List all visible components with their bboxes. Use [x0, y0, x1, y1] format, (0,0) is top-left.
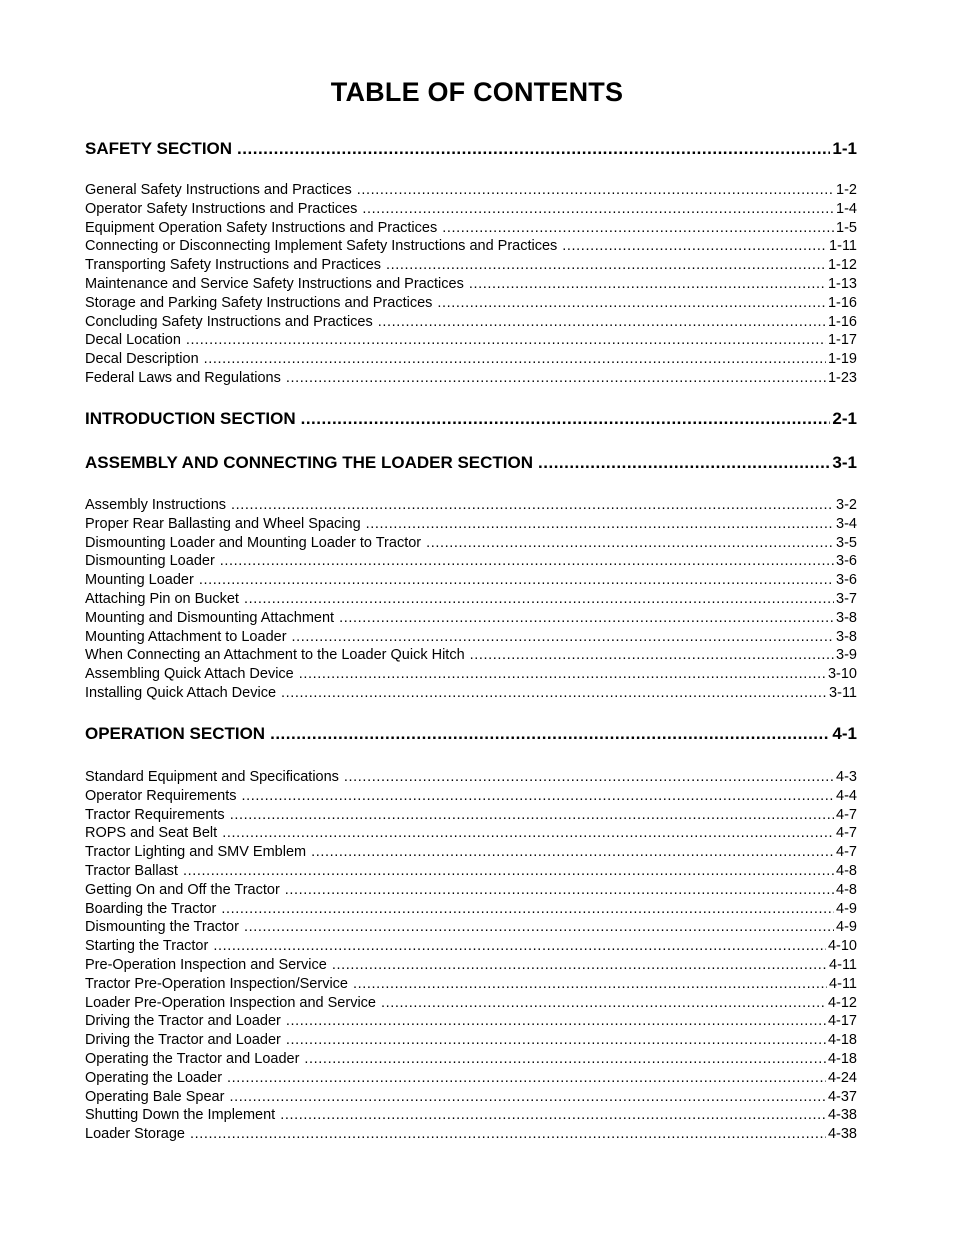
entry-page-number: 1-17: [827, 332, 857, 349]
entry-title: Driving the Tractor and Loader: [85, 1032, 281, 1049]
entry-title: Standard Equipment and Specifications: [85, 769, 339, 785]
dot-leader: [353, 975, 827, 994]
entry-title: Loader Pre-Operation Inspection and Service: [85, 994, 376, 1011]
toc-entry[interactable]: [85, 237, 857, 256]
dot-leader: [469, 275, 826, 294]
dot-leader: [231, 496, 834, 515]
dot-leader: [280, 1106, 826, 1125]
toc-entry[interactable]: [85, 768, 857, 787]
dot-leader: [332, 956, 827, 975]
entry-title: Equipment Operation Safety Instructions and Practices: [85, 219, 438, 236]
toc-entry[interactable]: [85, 843, 857, 862]
toc-entry[interactable]: [85, 975, 857, 994]
toc-entry[interactable]: [85, 665, 857, 684]
entry-page-number: 4-7: [836, 825, 857, 842]
toc-entry[interactable]: [85, 1012, 857, 1031]
toc-safety-section: [85, 137, 857, 161]
section-title: INTRODUCTION SECTION: [85, 409, 296, 428]
dot-leader: [285, 881, 834, 900]
toc-section-heading[interactable]: [85, 722, 857, 746]
section-page-number: 4-1: [832, 724, 857, 743]
dot-leader: [237, 137, 830, 161]
entry-title: Connecting or Disconnecting Implement Safety Instructions and Practices: [85, 238, 558, 255]
dot-leader: [470, 646, 834, 665]
dot-leader: [220, 552, 834, 571]
entry-title: Tractor Requirements: [85, 806, 225, 823]
entry-title: Operating the Loader: [85, 1069, 223, 1086]
dot-leader: [304, 1050, 826, 1069]
dot-leader: [213, 937, 826, 956]
section-page-number: 1-1: [832, 139, 857, 158]
toc-entry[interactable]: [85, 806, 857, 825]
dot-leader: [339, 609, 834, 628]
entry-page-number: 4-18: [827, 1050, 857, 1067]
entry-page-number: 1-4: [836, 200, 857, 217]
entry-page-number: 4-7: [836, 806, 857, 823]
dot-leader: [270, 722, 830, 746]
dot-leader: [222, 824, 834, 843]
entry-title: Loader Storage: [85, 1126, 185, 1143]
toc-entry[interactable]: [85, 369, 857, 388]
dot-leader: [230, 806, 834, 825]
entry-page-number: 1-16: [827, 294, 857, 311]
dot-leader: [183, 862, 834, 881]
toc-operation-entries: [85, 768, 857, 1144]
entry-page-number: 4-38: [827, 1126, 857, 1143]
entry-title: Assembly Instructions: [85, 497, 227, 513]
entry-title: Pre-Operation Inspection and Service: [85, 956, 327, 973]
entry-title: Maintenance and Service Safety Instructions and Practices: [85, 275, 464, 292]
dot-leader: [378, 313, 826, 332]
entry-title: Operator Safety Instructions and Practices: [85, 200, 358, 217]
entry-page-number: 4-24: [827, 1069, 857, 1086]
toc-entry[interactable]: [85, 918, 857, 937]
entry-title: Driving the Tractor and Loader: [85, 1013, 281, 1030]
entry-page-number: 1-5: [836, 219, 857, 236]
dot-leader: [229, 1088, 826, 1107]
entry-page-number: 1-13: [827, 275, 857, 292]
entry-page-number: 4-8: [836, 862, 857, 879]
dot-leader: [186, 331, 826, 350]
entry-title: Operating Bale Spear: [85, 1088, 225, 1105]
entry-page-number: 1-16: [827, 313, 857, 330]
toc-entry[interactable]: [85, 294, 857, 313]
entry-title: Tractor Lighting and SMV Emblem: [85, 844, 307, 861]
entry-title: Dismounting the Tractor: [85, 919, 239, 936]
entry-title: Dismounting Loader: [85, 553, 215, 570]
entry-title: ROPS and Seat Belt: [85, 825, 218, 842]
entry-title: Storage and Parking Safety Instructions and Practices: [85, 294, 433, 311]
toc-entry[interactable]: [85, 219, 857, 238]
dot-leader: [199, 571, 834, 590]
toc-entry[interactable]: [85, 590, 857, 609]
toc-entry[interactable]: [85, 1050, 857, 1069]
dot-leader: [562, 237, 827, 256]
dot-leader: [244, 590, 834, 609]
entry-page-number: 4-10: [827, 938, 857, 955]
toc-entry[interactable]: [85, 787, 857, 806]
dot-leader: [381, 994, 826, 1013]
dot-leader: [386, 256, 826, 275]
entry-title: When Connecting an Attachment to the Loader Quick Hitch: [85, 647, 465, 664]
dot-leader: [286, 1031, 826, 1050]
entry-page-number: 1-23: [827, 369, 857, 386]
entry-title: Getting On and Off the Tractor: [85, 881, 280, 898]
entry-title: Decal Description: [85, 351, 199, 368]
entry-page-number: 4-7: [836, 844, 857, 861]
dot-leader: [311, 843, 834, 862]
entry-title: Installing Quick Attach Device: [85, 684, 277, 701]
dot-leader: [437, 294, 826, 313]
toc-entry[interactable]: [85, 534, 857, 553]
entry-title: Transporting Safety Instructions and Practices: [85, 257, 382, 274]
entry-title: Tractor Ballast: [85, 862, 178, 879]
entry-page-number: 1-12: [827, 257, 857, 274]
toc-entry[interactable]: [85, 900, 857, 919]
dot-leader: [538, 451, 830, 475]
entry-page-number: 1-2: [836, 182, 857, 198]
dot-leader: [357, 181, 834, 200]
section-page-number: 3-1: [832, 453, 857, 472]
toc-entry[interactable]: [85, 684, 857, 703]
dot-leader: [286, 1012, 826, 1031]
entry-title: Dismounting Loader and Mounting Loader to Tractor: [85, 534, 422, 551]
toc-entry[interactable]: [85, 1106, 857, 1125]
dot-leader: [344, 768, 834, 787]
entry-page-number: 4-37: [827, 1088, 857, 1105]
toc-entry[interactable]: [85, 552, 857, 571]
entry-page-number: 4-4: [836, 787, 857, 804]
toc-section-heading[interactable]: [85, 407, 857, 431]
page-title: TABLE OF CONTENTS: [330, 77, 624, 107]
entry-page-number: 1-11: [829, 238, 857, 255]
entry-title: Shutting Down the Implement: [85, 1107, 276, 1124]
entry-page-number: 4-11: [829, 956, 857, 973]
entry-title: Mounting and Dismounting Attachment: [85, 609, 335, 626]
dot-leader: [221, 900, 834, 919]
toc-entry[interactable]: [85, 1031, 857, 1050]
entry-page-number: 3-4: [836, 515, 857, 532]
entry-title: Proper Rear Ballasting and Wheel Spacing: [85, 515, 361, 532]
toc-entry[interactable]: [85, 275, 857, 294]
entry-page-number: 3-10: [827, 666, 857, 683]
entry-page-number: 1-19: [827, 351, 857, 368]
entry-title: Starting the Tractor: [85, 938, 209, 955]
dot-leader: [227, 1069, 826, 1088]
entry-page-number: 3-8: [836, 609, 857, 626]
entry-title: Mounting Attachment to Loader: [85, 628, 287, 645]
toc-operation-section: [85, 722, 857, 746]
toc-introduction-section: [85, 407, 857, 431]
dot-leader: [292, 628, 835, 647]
entry-page-number: 4-3: [836, 769, 857, 785]
entry-page-number: 4-9: [836, 919, 857, 936]
dot-leader: [281, 684, 827, 703]
entry-title: Attaching Pin on Bucket: [85, 590, 239, 607]
toc-entry[interactable]: [85, 994, 857, 1013]
dot-leader: [286, 369, 826, 388]
dot-leader: [244, 918, 834, 937]
section-page-number: 2-1: [832, 409, 857, 428]
entry-page-number: 3-7: [836, 590, 857, 607]
toc-entry[interactable]: [85, 496, 857, 515]
toc-entry[interactable]: [85, 515, 857, 534]
toc-section-heading[interactable]: [85, 451, 857, 475]
entry-page-number: 3-2: [836, 497, 857, 513]
toc-section-heading[interactable]: [85, 137, 857, 161]
entry-page-number: 4-8: [836, 881, 857, 898]
section-title: ASSEMBLY AND CONNECTING THE LOADER SECTION: [85, 453, 534, 472]
entry-title: Concluding Safety Instructions and Practices: [85, 313, 373, 330]
dot-leader: [299, 665, 826, 684]
dot-leader: [242, 787, 835, 806]
entry-title: General Safety Instructions and Practices: [85, 182, 352, 198]
entry-page-number: 4-12: [827, 994, 857, 1011]
toc-entry[interactable]: [85, 256, 857, 275]
toc-entry[interactable]: [85, 331, 857, 350]
dot-leader: [442, 219, 834, 238]
entry-title: Operating the Tractor and Loader: [85, 1050, 300, 1067]
entry-page-number: 3-5: [836, 534, 857, 551]
toc-entry[interactable]: [85, 646, 857, 665]
entry-page-number: 3-9: [836, 647, 857, 664]
entry-title: Mounting Loader: [85, 572, 194, 589]
toc-entry[interactable]: [85, 1069, 857, 1088]
dot-leader: [362, 200, 834, 219]
entry-page-number: 3-8: [836, 628, 857, 645]
entry-title: Boarding the Tractor: [85, 900, 217, 917]
toc-entry[interactable]: [85, 824, 857, 843]
section-title: OPERATION SECTION: [85, 724, 266, 743]
entry-title: Assembling Quick Attach Device: [85, 666, 294, 683]
entry-page-number: 4-38: [827, 1107, 857, 1124]
entry-title: Decal Location: [85, 332, 181, 349]
entry-page-number: 4-18: [827, 1032, 857, 1049]
dot-leader: [204, 350, 826, 369]
entry-page-number: 4-17: [827, 1013, 857, 1030]
toc-entry[interactable]: [85, 181, 857, 200]
toc-safety-entries: [85, 181, 857, 388]
toc-entry[interactable]: [85, 350, 857, 369]
toc-entry[interactable]: [85, 937, 857, 956]
entry-page-number: 3-6: [836, 553, 857, 570]
dot-leader: [301, 407, 831, 431]
toc-entry[interactable]: [85, 609, 857, 628]
entry-page-number: 4-9: [836, 900, 857, 917]
toc-entry[interactable]: [85, 628, 857, 647]
dot-leader: [366, 515, 834, 534]
toc-entry[interactable]: [85, 881, 857, 900]
section-title: SAFETY SECTION: [85, 139, 233, 158]
toc-entry[interactable]: [85, 862, 857, 881]
entry-page-number: 4-11: [829, 975, 857, 992]
toc-entry[interactable]: [85, 956, 857, 975]
entry-title: Tractor Pre-Operation Inspection/Service: [85, 975, 348, 992]
toc-assembly-entries: [85, 496, 857, 703]
dot-leader: [426, 534, 834, 553]
entry-page-number: 3-6: [836, 572, 857, 589]
toc-entry[interactable]: [85, 1088, 857, 1107]
entry-title: Operator Requirements: [85, 787, 237, 804]
dot-leader: [190, 1125, 826, 1144]
toc-entry[interactable]: [85, 313, 857, 332]
toc-entry[interactable]: [85, 571, 857, 590]
toc-entry[interactable]: [85, 200, 857, 219]
entry-page-number: 3-11: [829, 684, 857, 701]
toc-assembly-section: [85, 451, 857, 475]
entry-title: Federal Laws and Regulations: [85, 369, 281, 386]
toc-entry[interactable]: [85, 1125, 857, 1144]
